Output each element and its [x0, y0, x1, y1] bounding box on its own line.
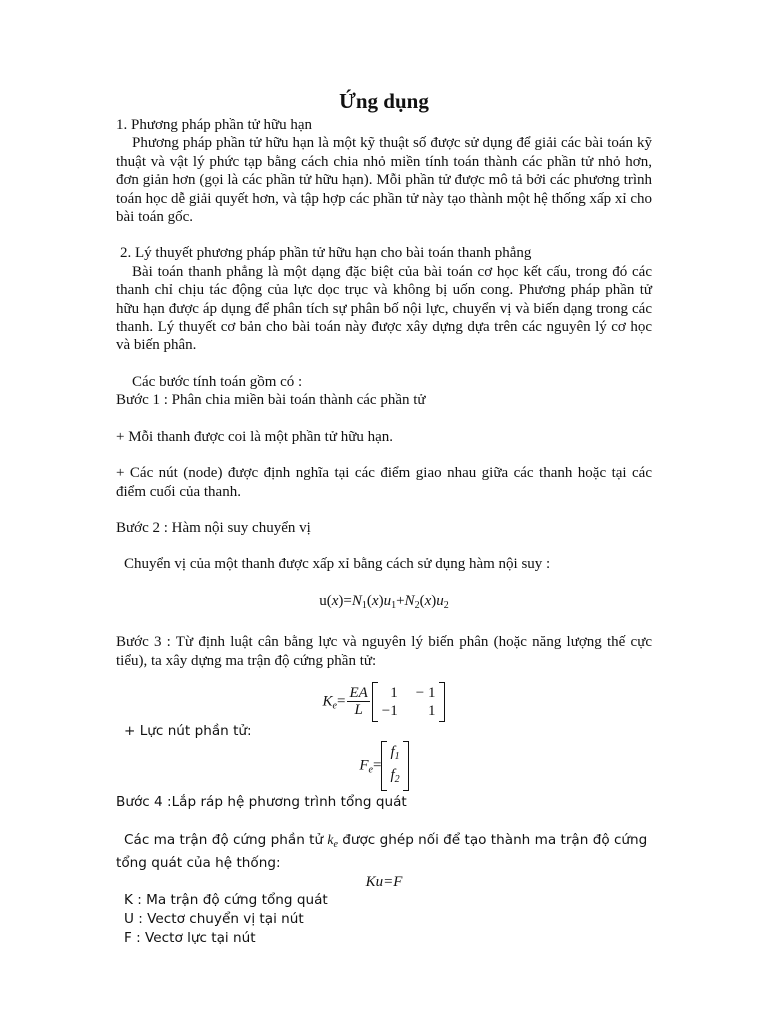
stiffness-matrix: 1 − 1 −1 1: [372, 682, 446, 722]
legend-f: F : Vectơ lực tại nút: [124, 930, 256, 947]
step1-heading: Bước 1 : Phân chia miền bài toán thành các phần tử: [116, 392, 426, 409]
stiffness-fraction: $\frac{EA}{L}$: [349, 685, 368, 719]
step1-bullet-2: + Các nút (node) được định nghĩa tại các điểm giao nhau giữa các thanh hoặc tại các điểm cuối của thanh.: [116, 465, 652, 500]
section1-heading: 1. Phương pháp phần tử hữu hạn: [116, 117, 313, 133]
force-equation: $F_e=$ $f_1$ $f_2$: [116, 741, 652, 791]
page-title: Ứng dụng: [339, 89, 429, 113]
legend-k: K : Ma trận độ cứng tổng quát: [124, 892, 328, 909]
legend-u: U : Vectơ chuyển vị tại nút: [124, 911, 304, 928]
section1-body: Phương pháp phần tử hữu hạn là một kỹ thuật số được sử dụng để giải các bài toán kỹ thuật và vật lý phức tạp bằng cách chia nhỏ miền tính toán thành các phần tử nhỏ hơn, đơn giản hơn (gọi là các phần tử hữu hạn). Mỗi phần tử được mô tả bởi các phương trình toán học dễ giải quyết hơn, và tập hợp các phần tử này tạo thành một hệ thống xấp xỉ cho bài toán gốc.: [116, 135, 652, 226]
step1-bullet-1: + Mỗi thanh được coi là một phần tử hữu hạn.: [116, 428, 393, 445]
force-vector: $f_1$ $f_2$: [381, 741, 408, 791]
interpolation-equation: $u(x)=N_1(x)u_1+N_2(x)u_2$: [319, 592, 449, 611]
step4-heading: Bước 4 :Lắp ráp hệ phương trình tổng quát: [116, 793, 407, 810]
document-page: [116, 88, 652, 948]
step3-heading: Bước 3 : Từ định luật cân bằng lực và nguyên lý biến phân (hoặc năng lượng thế cực tiểu), ta xây dựng ma trận độ cứng phần tử:: [116, 634, 652, 669]
system-equation: Ku=F: [365, 873, 403, 890]
stiffness-equation: $K_e=$ $\frac{EA}{L}$ 1 − 1 −1 1: [116, 682, 652, 722]
step4-text: Các ma trận độ cứng phần tử $k_e$ được ghép nối để tạo thành ma trận độ cứng tổng quát của hệ thống:: [116, 831, 648, 871]
section2-heading: 2. Lý thuyết phương pháp phần tử hữu hạn cho bài toán thanh phẳng: [120, 245, 532, 262]
step2-heading: Bước 2 : Hàm nội suy chuyển vị: [116, 519, 311, 536]
section2-body: Bài toán thanh phẳng là một dạng đặc biệt của bài toán cơ học kết cấu, trong đó các thanh chỉ chịu tác động của lực dọc trục và không bị uốn cong. Phương pháp phần tử hữu hạn được áp dụng để phân tích sự phân bố nội lực, chuyển vị và biến dạng trong các thanh. Lý thuyết cơ bản cho bài toán này được xây dựng dựa trên các nguyên lý cơ học và biến phân.: [116, 263, 652, 354]
step2-text: Chuyển vị của một thanh được xấp xỉ bằng cách sử dụng hàm nội suy :: [124, 556, 551, 573]
step3-force-label: + Lực nút phần tử:: [124, 722, 252, 739]
steps-intro: Các bước tính toán gồm có :: [132, 373, 303, 390]
